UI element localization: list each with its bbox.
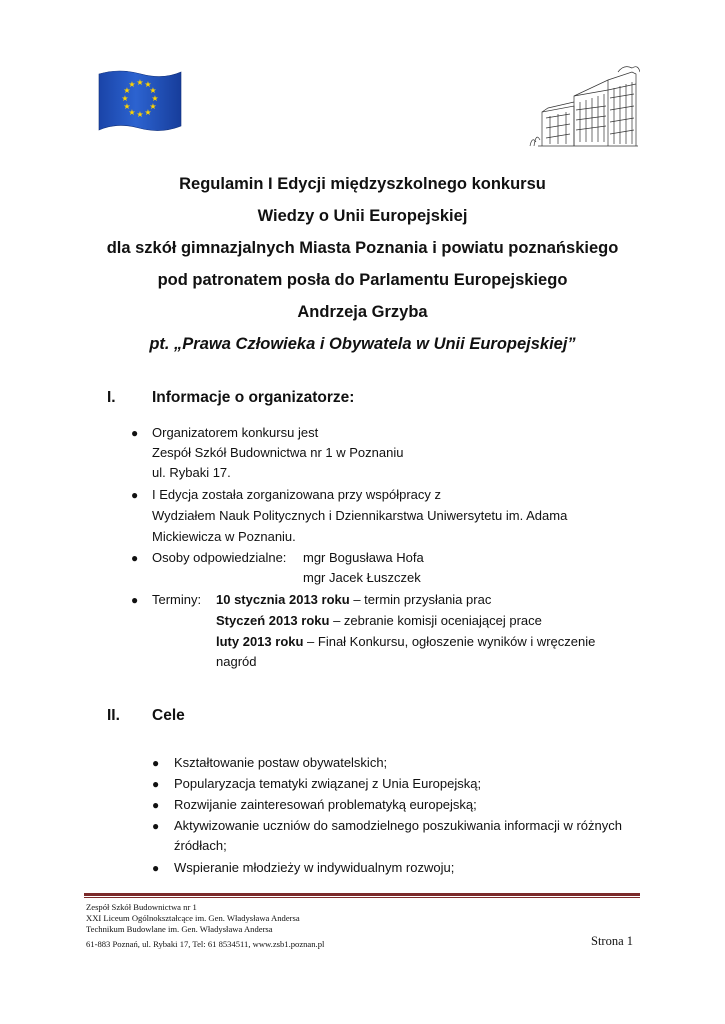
svg-text:★: ★ [128,108,136,117]
footer-line-4: 61-883 Poznań, ul. Rybaki 17, Tel: 61 8534511, www.zsb1.poznan.pl [86,939,325,949]
document-title-line-6: pt. „Prawa Człowieka i Obywatela w Unii Europejskiej” [149,335,576,353]
document-title-line-3: dla szkół gimnazjalnych Miasta Poznania i powiatu poznańskiego [106,239,619,257]
term-2-desc: – zebranie komisji oceniającej prace [329,613,542,628]
svg-text:★: ★ [123,102,131,111]
document-title-line-4: pod patronatem posła do Parlamentu Europejskiego [157,271,568,289]
term-1-desc: – termin przysłania prac [349,592,492,607]
page-number: Strona 1 [591,934,634,948]
section-2-heading: Cele [152,707,185,724]
footer-rule [84,893,640,898]
eu-flag-icon [95,66,185,136]
person-2: mgr Jacek Łuszczek [303,570,421,585]
svg-text:★: ★ [149,102,157,111]
svg-text:★: ★ [128,80,136,89]
section-1-number: I. [107,389,116,406]
svg-text:★: ★ [123,86,131,95]
footer-line-2: XXI Liceum Ogólnokształcące im. Gen. Władysława Andersa [86,913,300,923]
bullet-icon: ● [152,798,160,812]
document-title-line-1: Regulamin I Edycji międzyszkolnego konkursu [179,175,546,193]
document-title-line-2: Wiedzy o Unii Europejskiej [257,207,468,225]
bullet-icon: ● [131,593,139,607]
bullet-icon: ● [152,819,160,833]
edition-line-3: Mickiewicza w Poznaniu. [152,529,296,544]
footer-line-3: Technikum Budowlane im. Gen. Władysława Andersa [86,924,273,934]
term-3 [216,634,595,650]
goal-3: Rozwijanie zainteresowań problematyką europejską; [174,797,477,812]
organizer-line-3: ul. Rybaki 17. [152,465,231,480]
bullet-icon: ● [131,426,139,440]
svg-text:★: ★ [144,108,152,117]
organizer-line-2: Zespół Szkół Budownictwa nr 1 w Poznaniu [152,445,404,460]
bullet-icon: ● [152,861,160,875]
bullet-icon: ● [152,777,160,791]
terms-label: Terminy: [152,592,202,607]
term-1-date: 10 stycznia 2013 roku [216,592,350,607]
term-3-date: luty 2013 roku [216,634,304,649]
svg-text:★: ★ [151,94,159,103]
svg-text:★: ★ [144,80,152,89]
organizer-line-1: Organizatorem konkursu jest [152,425,319,440]
section-2-number: II. [107,707,120,724]
bullet-icon: ● [131,551,139,565]
edition-line-2: Wydziałem Nauk Politycznych i Dziennikarstwa Uniwersytetu im. Adama [152,508,568,523]
term-1 [216,592,491,608]
svg-text:★: ★ [136,110,144,119]
term-3-continuation: nagród [216,654,257,669]
bullet-icon: ● [152,756,160,770]
section-1-heading: Informacje o organizatorze: [152,389,355,406]
term-2-date: Styczeń 2013 roku [216,613,330,628]
goal-4-continuation: źródłach; [174,838,227,853]
svg-text:★: ★ [121,94,129,103]
svg-text:★: ★ [136,78,144,87]
svg-text:★: ★ [149,86,157,95]
footer-line-1: Zespół Szkół Budownictwa nr 1 [86,902,197,912]
term-3-desc: – Finał Konkursu, ogłoszenie wyników i wręczenie [303,634,596,649]
persons-label: Osoby odpowiedzialne: [152,550,287,565]
edition-line-1: I Edycja została zorganizowana przy współpracy z [152,487,442,502]
document-title-line-5: Andrzeja Grzyba [297,303,428,321]
school-building-sketch-icon [528,62,640,152]
bullet-icon: ● [131,488,139,502]
goal-4: Aktywizowanie uczniów do samodzielnego poszukiwania informacji w różnych [174,818,622,833]
goal-5: Wspieranie młodzieży w indywidualnym rozwoju; [174,860,455,875]
term-2 [216,613,542,629]
person-1: mgr Bogusława Hofa [303,550,424,565]
goal-1: Kształtowanie postaw obywatelskich; [174,755,388,770]
goal-2: Popularyzacja tematyki związanej z Unia Europejską; [174,776,482,791]
